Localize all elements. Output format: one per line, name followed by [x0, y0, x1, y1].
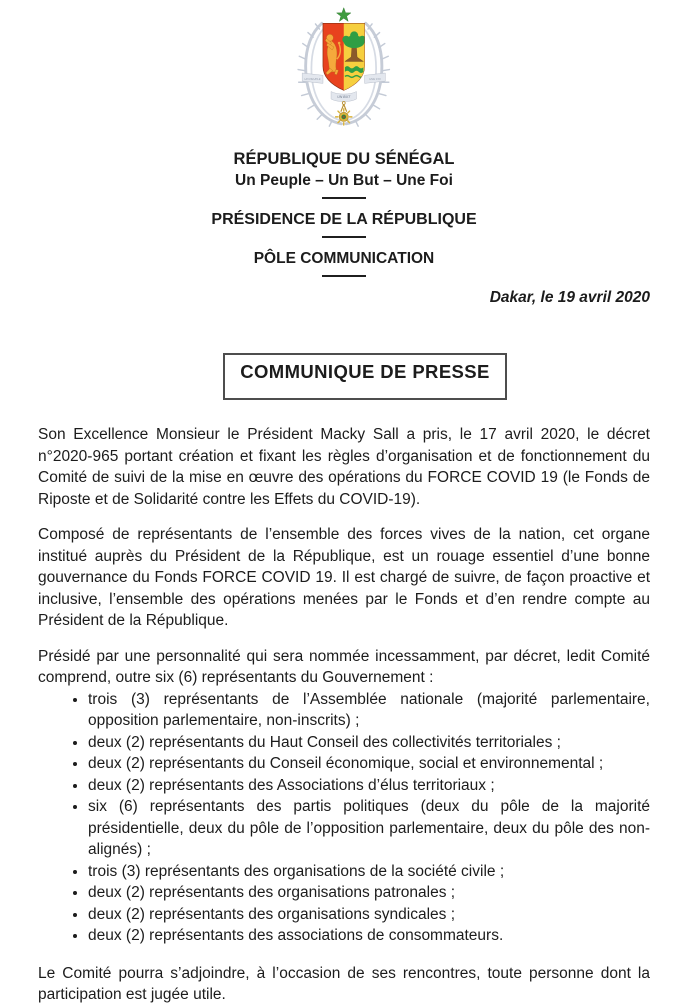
- divider: [322, 236, 366, 238]
- medal-icon: [336, 102, 352, 125]
- department-title: PÔLE COMMUNICATION: [253, 250, 435, 267]
- list-item: • trois (3) représentants des organisations de la société civile ;: [88, 861, 650, 883]
- dateline: Dakar, le 19 avril 2020: [489, 289, 650, 306]
- divider: [322, 275, 366, 277]
- divider: [322, 197, 366, 199]
- paragraph-closing: Le Comité pourra s’adjoindre, à l’occasion de ses rencontres, toute personne dont la participation est jugée utile.: [38, 964, 650, 1003]
- senegal-coat-of-arms-emblem: [286, 6, 402, 140]
- list-item: • deux (2) représentants du Haut Conseil des collectivités territoriales ;: [88, 732, 650, 754]
- list-item: • deux (2) représentants des organisations patronales ;: [88, 882, 650, 904]
- list-item: • six (6) représentants des partis politiques (deux du pôle de la majorité présidentielle, deux du pôle de l’opposition parlementaire, deux du pôle des non-alignés) ;: [88, 796, 650, 861]
- list-item: • deux (2) représentants des associations de consommateurs.: [88, 925, 650, 947]
- list-item: • deux (2) représentants des organisations syndicales ;: [88, 904, 650, 926]
- list-item: • deux (2) représentants des Associations d’élus territoriaux ;: [88, 775, 650, 797]
- shield: [323, 23, 366, 91]
- list-item: • trois (3) représentants de l’Assemblée nationale (majorité parlementaire, opposition parlementaire, non-inscrits) ;: [88, 689, 650, 732]
- paragraph-composition: Composé de représentants de l’ensemble des forces vives de la nation, cet organe institué auprès du Président de la République, est un rouage essentiel d’une bonne gouvernance du Fonds FORCE COVID 19. Il est chargé de suivre, de façon proactive et inclusive, l’ensemble des opérations menées par le Fonds et d’en rendre compte au Président de la République.: [38, 526, 650, 629]
- institution-title: PRÉSIDENCE DE LA RÉPUBLIQUE: [211, 211, 477, 228]
- paragraph-presidency: Présidé par une personnalité qui sera nommée incessamment, par décret, ledit Comité comprend, outre six (6) représentants du Gouvernement :: [38, 647, 650, 686]
- banner-text-center: UN BUT: [337, 94, 351, 99]
- press-release-title: COMMUNIQUE DE PRESSE: [223, 353, 507, 400]
- country-title: RÉPUBLIQUE DU SÉNÉGAL: [233, 150, 455, 168]
- representatives-list: [38, 689, 650, 947]
- list-item: • deux (2) représentants du Conseil économique, social et environnemental ;: [88, 753, 650, 775]
- national-motto: Un Peuple – Un But – Une Foi: [235, 172, 453, 189]
- paragraph-decree: Son Excellence Monsieur le Président Macky Sall a pris, le 17 avril 2020, le décret n°2020-965 portant création et fixant les règles d’organisation et de fonctionnement du Comité de suivi de la mise en œuvre des opérations du FORCE COVID 19 (le Fonds de Riposte et de Solidarité contre les Effets du COVID-19).: [38, 426, 650, 508]
- banner-text-left: UN PEUPLE: [304, 76, 321, 81]
- green-star-icon: [337, 8, 351, 22]
- banner-text-right: UNE FOI: [369, 76, 382, 81]
